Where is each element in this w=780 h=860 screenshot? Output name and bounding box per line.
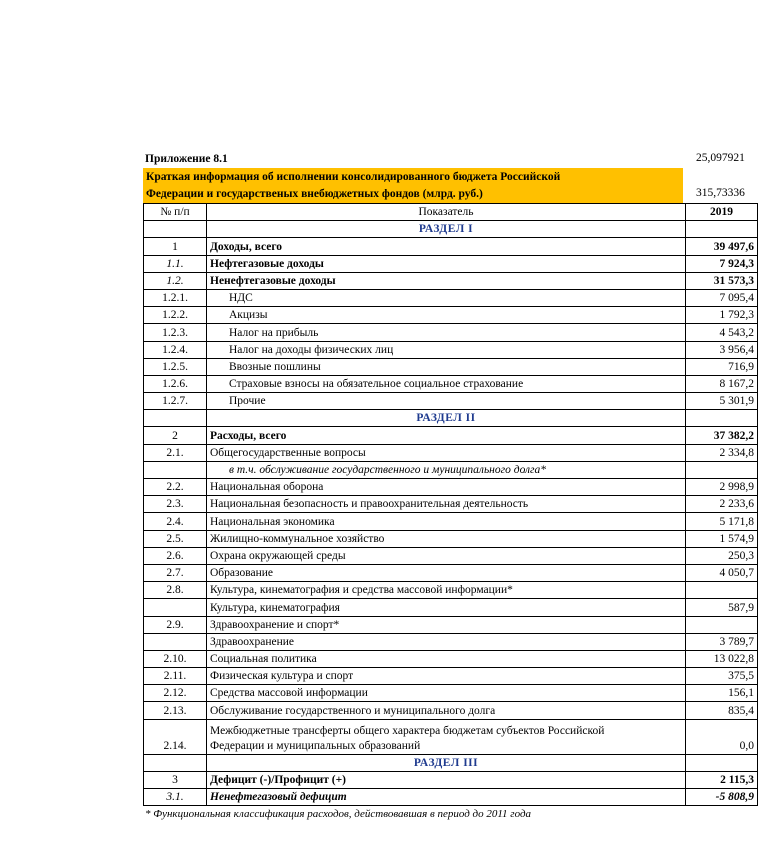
row-value: 31 573,3 xyxy=(686,272,758,289)
row-value: 716,9 xyxy=(686,358,758,375)
row-indicator: НДС xyxy=(207,289,686,306)
row-indicator: Национальная оборона xyxy=(207,479,686,496)
row-number: 1.2.2. xyxy=(144,307,207,324)
row-number: 1 xyxy=(144,238,207,255)
row-indicator: Культура, кинематография и средства массовой информации* xyxy=(207,582,686,599)
row-indicator: Национальная безопасность и правоохранительная деятельность xyxy=(207,496,686,513)
row-indicator: Средства массовой информации xyxy=(207,685,686,702)
row-value: 37 382,2 xyxy=(686,427,758,444)
table-row xyxy=(144,702,758,719)
table-row xyxy=(144,324,758,341)
row-indicator-line-1: Межбюджетные трансферты общего характера бюджетам субъектов Российской xyxy=(210,724,605,737)
table-row xyxy=(144,564,758,581)
report-title xyxy=(143,168,683,203)
row-indicator: Культура, кинематография xyxy=(207,599,686,616)
section-blank-cell xyxy=(144,410,207,427)
section-title: РАЗДЕЛ I xyxy=(207,221,686,238)
row-indicator: Ввозные пошлины xyxy=(207,358,686,375)
row-value: 250,3 xyxy=(686,547,758,564)
table-row xyxy=(144,616,758,633)
row-value: 39 497,6 xyxy=(686,238,758,255)
row-value xyxy=(686,616,758,633)
appendix-line xyxy=(143,149,757,168)
row-value: 1 792,3 xyxy=(686,307,758,324)
row-number: 2.11. xyxy=(144,668,207,685)
appendix-label: Приложение 8.1 xyxy=(145,153,228,165)
row-value: 1 574,9 xyxy=(686,530,758,547)
row-number: 3.1. xyxy=(144,789,207,806)
row-indicator: Здравоохранение и спорт* xyxy=(207,616,686,633)
footnote: * Функциональная классификация расходов, действовавшая в период до 2011 года xyxy=(145,808,532,821)
row-number: 2 xyxy=(144,427,207,444)
row-value: 2 334,8 xyxy=(686,444,758,461)
row-value: 7 924,3 xyxy=(686,255,758,272)
title-row xyxy=(143,168,757,203)
row-value: 2 115,3 xyxy=(686,771,758,788)
row-number: 2.10. xyxy=(144,650,207,667)
section-header-row xyxy=(144,221,758,238)
row-value: 0,0 xyxy=(686,719,758,754)
table-row xyxy=(144,461,758,478)
row-value: 5 301,9 xyxy=(686,393,758,410)
table-row xyxy=(144,668,758,685)
row-value: 375,5 xyxy=(686,668,758,685)
table-row xyxy=(144,582,758,599)
table-row xyxy=(144,513,758,530)
header-indicator: Показатель xyxy=(207,204,686,221)
row-value: 7 095,4 xyxy=(686,289,758,306)
table-row xyxy=(144,444,758,461)
section-blank-cell xyxy=(144,754,207,771)
row-number: 2.5. xyxy=(144,530,207,547)
row-number: 2.12. xyxy=(144,685,207,702)
row-number xyxy=(144,599,207,616)
row-number: 1.2. xyxy=(144,272,207,289)
row-number: 1.2.5. xyxy=(144,358,207,375)
table-row xyxy=(144,375,758,392)
table-row xyxy=(144,307,758,324)
row-number: 2.13. xyxy=(144,702,207,719)
row-number xyxy=(144,461,207,478)
row-indicator: Национальная экономика xyxy=(207,513,686,530)
section-header-row xyxy=(144,754,758,771)
section-title: РАЗДЕЛ III xyxy=(207,754,686,771)
document xyxy=(143,149,757,820)
row-indicator: Обслуживание государственного и муниципального долга xyxy=(207,702,686,719)
row-value: 8 167,2 xyxy=(686,375,758,392)
row-value: 3 789,7 xyxy=(686,633,758,650)
table-row xyxy=(144,496,758,513)
table-row xyxy=(144,341,758,358)
section-empty-cell xyxy=(686,221,758,238)
table-row xyxy=(144,650,758,667)
table-row xyxy=(144,272,758,289)
row-value xyxy=(686,461,758,478)
row-number: 2.2. xyxy=(144,479,207,496)
row-indicator: Охрана окружающей среды xyxy=(207,547,686,564)
row-indicator: Дефицит (-)/Профицит (+) xyxy=(207,771,686,788)
table-row xyxy=(144,530,758,547)
section-empty-cell xyxy=(686,754,758,771)
row-number: 3 xyxy=(144,771,207,788)
row-indicator: в т.ч. обслуживание государственного и муниципального долга* xyxy=(207,461,686,478)
row-indicator: Налог на прибыль xyxy=(207,324,686,341)
row-value: 5 171,8 xyxy=(686,513,758,530)
section-blank-cell xyxy=(144,221,207,238)
row-value: 2 233,6 xyxy=(686,496,758,513)
row-value: 587,9 xyxy=(686,599,758,616)
row-indicator: Жилищно-коммунальное хозяйство xyxy=(207,530,686,547)
side-number-1: 25,097921 xyxy=(696,152,745,164)
row-value: 835,4 xyxy=(686,702,758,719)
side-number-2: 315,73336 xyxy=(696,187,745,199)
row-indicator: Страховые взносы на обязательное социальное страхование xyxy=(207,375,686,392)
table-row xyxy=(144,685,758,702)
row-indicator: Расходы, всего xyxy=(207,427,686,444)
row-number: 1.2.3. xyxy=(144,324,207,341)
row-number: 1.2.4. xyxy=(144,341,207,358)
table-row xyxy=(144,238,758,255)
row-number: 2.3. xyxy=(144,496,207,513)
row-value: 2 998,9 xyxy=(686,479,758,496)
row-number: 1.2.1. xyxy=(144,289,207,306)
row-indicator: Физическая культура и спорт xyxy=(207,668,686,685)
section-empty-cell xyxy=(686,410,758,427)
table-row xyxy=(144,771,758,788)
row-number: 2.4. xyxy=(144,513,207,530)
row-value: 156,1 xyxy=(686,685,758,702)
title-line-2: Федерации и государственых внебюджетных фондов (млрд. руб.) xyxy=(146,188,483,200)
row-number: 1.1. xyxy=(144,255,207,272)
table-header-row xyxy=(144,204,758,221)
row-number: 2.7. xyxy=(144,564,207,581)
section-header-row xyxy=(144,410,758,427)
row-indicator: Образование xyxy=(207,564,686,581)
row-indicator: Акцизы xyxy=(207,307,686,324)
table-row xyxy=(144,633,758,650)
table-row xyxy=(144,789,758,806)
row-value: 13 022,8 xyxy=(686,650,758,667)
table-row xyxy=(144,255,758,272)
budget-table xyxy=(143,203,758,806)
table-row xyxy=(144,427,758,444)
row-indicator: Прочие xyxy=(207,393,686,410)
row-number: 2.9. xyxy=(144,616,207,633)
table-row xyxy=(144,599,758,616)
row-indicator: Здравоохранение xyxy=(207,633,686,650)
row-value xyxy=(686,582,758,599)
row-number: 2.8. xyxy=(144,582,207,599)
row-indicator-line-2: Федерации и муниципальных образований xyxy=(210,739,421,752)
row-indicator: Ненефтегазовые доходы xyxy=(207,272,686,289)
row-value: 4 543,2 xyxy=(686,324,758,341)
row-value: 4 050,7 xyxy=(686,564,758,581)
title-line-1: Краткая информация об исполнении консолидированного бюджета Российской xyxy=(146,171,561,183)
row-indicator: Ненефтегазовый дефицит xyxy=(207,789,686,806)
row-value: -5 808,9 xyxy=(686,789,758,806)
row-indicator: Нефтегазовые доходы xyxy=(207,255,686,272)
row-indicator: Социальная политика xyxy=(207,650,686,667)
table-row xyxy=(144,719,758,754)
table-row xyxy=(144,547,758,564)
table-row xyxy=(144,393,758,410)
table-row xyxy=(144,358,758,375)
section-title: РАЗДЕЛ II xyxy=(207,410,686,427)
header-year: 2019 xyxy=(686,204,758,221)
row-number: 1.2.6. xyxy=(144,375,207,392)
row-indicator: Доходы, всего xyxy=(207,238,686,255)
row-value: 3 956,4 xyxy=(686,341,758,358)
row-number xyxy=(144,633,207,650)
table-row xyxy=(144,289,758,306)
row-number: 1.2.7. xyxy=(144,393,207,410)
row-indicator: Налог на доходы физических лиц xyxy=(207,341,686,358)
row-number: 2.6. xyxy=(144,547,207,564)
table-row xyxy=(144,479,758,496)
row-indicator xyxy=(207,719,686,754)
row-indicator: Общегосударственные вопросы xyxy=(207,444,686,461)
row-number: 2.1. xyxy=(144,444,207,461)
header-num: № п/п xyxy=(144,204,207,221)
row-number: 2.14. xyxy=(144,719,207,754)
